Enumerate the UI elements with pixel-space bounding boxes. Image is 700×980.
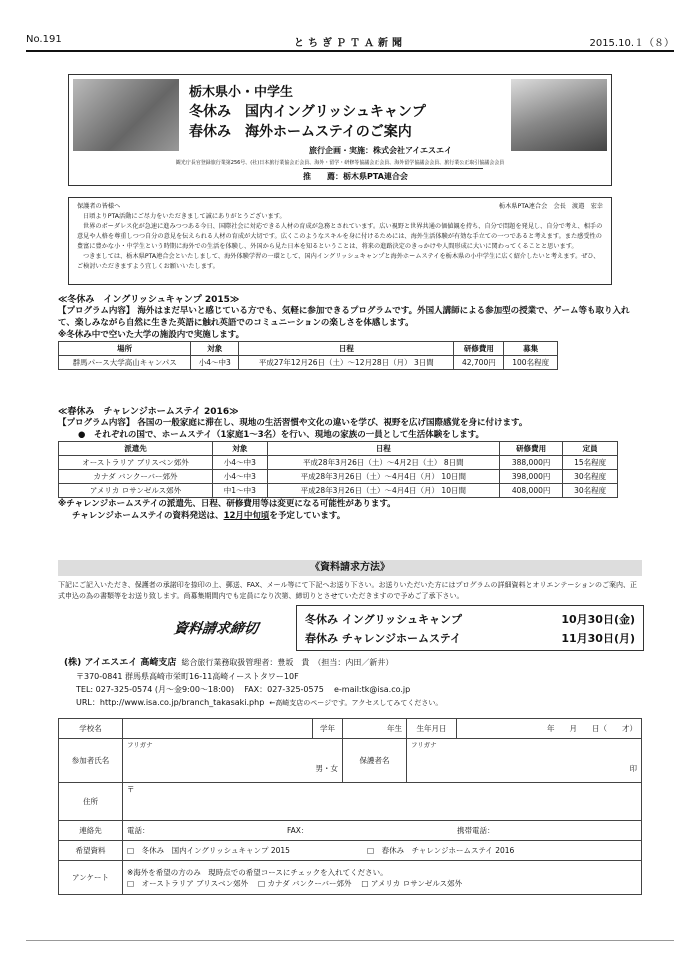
deadline-spring-date: 11月30日(月) — [561, 632, 635, 645]
recommend-divider — [303, 168, 483, 169]
newspaper-title: とちぎＰＴＡ新聞 — [294, 38, 406, 49]
table-header: 対象 — [212, 442, 267, 456]
spring-table — [58, 441, 618, 498]
fax-label: FAX： — [287, 826, 309, 835]
bottom-rule — [26, 940, 674, 941]
header-divider — [26, 50, 674, 52]
contact-block — [64, 656, 644, 710]
spring-title: ≪春休み チャレンジホームステイ 2016≫ — [58, 407, 239, 417]
issue-number: No.191 — [26, 34, 62, 45]
deadline-box — [296, 605, 644, 651]
request-form — [58, 718, 642, 895]
survey-label: アンケート — [59, 861, 123, 895]
deadline-winter-name: 冬休み イングリッシュキャンプ — [305, 613, 462, 626]
gender-option[interactable]: 男・女 — [315, 764, 338, 773]
table-header: 対象 — [191, 342, 239, 356]
survey-options[interactable]: □ オーストラリア ブリスベン郊外 □ カナダ バンクーバー郊外 □ アメリカ ロサンゼルス郊外 — [127, 878, 463, 888]
table-row: アメリカ ロサンゼルス郊外 中1～中3 平成28年3月26日（土）～4月4日（月） 10日間 408,000円 30名程度 — [59, 484, 618, 498]
participant-label: 参加者氏名 — [59, 739, 123, 783]
winter-table — [58, 341, 558, 370]
newspaper-header — [26, 34, 674, 48]
recommend-value: ：栃木県PTA連合会 — [335, 172, 408, 181]
postal-mark: 〒 — [127, 785, 135, 794]
survey-question: ※海外を希望の方のみ 現時点での希望コースにチェックを入れてください。 — [127, 867, 388, 877]
table-header: 定員 — [563, 442, 618, 456]
shipping-note: チャレンジホームステイの資料発送は、12月中旬頃を予定しています。 — [72, 511, 346, 521]
contact-field[interactable] — [123, 821, 642, 841]
recommend-label: 推 薦 — [303, 172, 335, 181]
table-row: オーストラリア ブリスベン郊外 小4～中3 平成28年3月26日（土）～4月2日（土） 8日間 388,000円 15名程度 — [59, 456, 618, 470]
spring-content: 【プログラム内容】 各国の一般家庭に滞在し、現地の生活習慣や文化の違いを学び、視野を広げ国際感覚を身に付けます。 — [58, 418, 528, 428]
classroom-photo — [511, 79, 607, 151]
contact-label: 連絡先 — [59, 821, 123, 841]
seal-mark: 印 — [629, 764, 637, 773]
organizer-label: 旅行企画・実施 — [309, 146, 365, 155]
banner-line-3: 春休み 海外ホームステイのご案内 — [189, 124, 412, 140]
banner-line-2: 冬休み 国内イングリッシュキャンプ — [189, 104, 426, 120]
spring-note: ※チャレンジホームステイの派遣先、日程、研修費用等は変更になる可能性があります。 — [58, 499, 396, 509]
request-options — [123, 841, 642, 861]
school-field[interactable] — [123, 719, 313, 739]
survey-field — [123, 861, 642, 895]
greeting-signature: 栃木県PTA連合会 会長 渡邉 宏幸 — [498, 203, 603, 210]
table-header: 場所 — [59, 342, 191, 356]
winter-note: ※冬休み中で空いた大学の施設内で実施します。 — [58, 330, 245, 340]
school-label: 学校名 — [59, 719, 123, 739]
group-photo — [73, 79, 179, 151]
manager-info: 総合旅行業務取扱管理者：豊坂 貴 （担当：内田／新井） — [181, 658, 394, 667]
spring-bullet: ● それぞれの国で、ホームステイ（1家庭1～3名）を行い、現地の家族の一員として生活体験をします。 — [78, 430, 485, 440]
birth-label: 生年月日 — [407, 719, 457, 739]
request-label: 希望資料 — [59, 841, 123, 861]
grade-field[interactable]: 年生 — [343, 719, 407, 739]
table-row: 群馬パース大学高山キャンパス 小4～中3 平成27年12月26日（土）～12月28日（月） 3日間 42,700円 100名程度 — [59, 356, 558, 370]
table-header: 日程 — [267, 442, 499, 456]
table-header: 日程 — [239, 342, 454, 356]
company-tel: TEL: 027-325-0574 (月～金9:00～18:00) — [76, 685, 235, 694]
deadline-label: 資料請求締切 — [172, 621, 259, 637]
request-method-text: 下記にご記入いただき、保護者の承諾印を捺印の上、郵送、FAX、メール等にて下記へお送り下さい。お送りいただいた方にはプログラムの詳細資料とオリエンテーションのご案内、正式申込の為の書類等をお送り致します。尚募集期間内でも定員になり次第、締切りとさせていただきますので予めご了承下さい。 — [58, 581, 638, 600]
guardian-field[interactable] — [407, 739, 642, 783]
address-field[interactable] — [123, 783, 642, 821]
table-header: 研修費用 — [454, 342, 504, 356]
banner-line-1: 栃木県小・中学生 — [189, 85, 294, 100]
birth-field[interactable]: 年 月 日（ 才） — [457, 719, 642, 739]
participant-furigana: フリガナ — [127, 741, 153, 749]
recommend-line — [303, 171, 408, 182]
address-label: 住所 — [59, 783, 123, 821]
phone-label: 電話： — [127, 826, 150, 835]
winter-section — [58, 292, 642, 370]
option-spring-checkbox[interactable]: □ 春休み チャレンジホームステイ 2016 — [367, 846, 515, 855]
company-url[interactable]: URL：http://www.isa.co.jp/branch_takasaki.php — [76, 698, 265, 707]
request-form-table — [58, 718, 642, 895]
greeting-paragraph: 世界のボーダレス化が急速に進みつつある今日、国際社会に対応できる人材の育成が急務とされています。広い視野と世界共通の価値観を持ち、自分で問題を発見し、自分で考え、相手の意見や人格を尊重しつつ自分の意見を伝えられる人材の育成が大切です。広くこのようなスキルを身に付けるためには、海外生活体験が有効な手立ての一つであると考えます。また感受性の豊富に豊かな小・中学生という時期に海外での生活を体験し、外国から見た日本を知るということは、将来の進路決定のきっかけや人間形成に大いに関わってくることと思います。 — [77, 223, 603, 250]
deadline-spring-name: 春休み チャレンジホームステイ — [305, 632, 461, 645]
organizer-line — [309, 145, 452, 156]
greeting-box — [68, 197, 612, 285]
mobile-label: 携帯電話： — [457, 826, 495, 835]
organizer-value: ：株式会社アイエスエイ — [365, 146, 452, 155]
table-row: カナダ バンクーバー郊外 小4～中3 平成28年3月26日（土）～4月4日（月） 10日間 398,000円 30名程度 — [59, 470, 618, 484]
guardian-furigana: フリガナ — [411, 741, 437, 749]
url-note: ←高崎支店のページです。アクセスしてみてください。 — [269, 699, 443, 707]
deadline-winter-date: 10月30日(金) — [561, 613, 635, 626]
guardian-label: 保護者名 — [343, 739, 407, 783]
company-email[interactable]: e-mail:tk@isa.co.jp — [333, 685, 411, 694]
company-address: 〒370-0841 群馬県高崎市栄町16-11高崎イーストタワー10F — [76, 672, 299, 681]
shipping-date: 12月中旬頃 — [223, 511, 270, 521]
registration-note: 観光庁長官登録旅行業第256号、(社)日本旅行業協会正会員、海外・留学・研修等協議会正会員、海外留学協議会会員、旅行業公正取引協議会会員 — [175, 160, 505, 166]
option-winter-checkbox[interactable]: □ 冬休み 国内イングリッシュキャンプ 2015 — [127, 846, 290, 855]
company-fax: FAX：027-325-0575 — [244, 685, 324, 694]
spring-section — [58, 404, 642, 522]
greeting-paragraph: 日頃よりPTA活動にご尽力をいただきまして誠にありがとうございます。 — [83, 213, 286, 220]
table-header: 派遣先 — [59, 442, 213, 456]
program-banner — [68, 74, 612, 186]
table-header: 研修費用 — [499, 442, 562, 456]
participant-field[interactable] — [123, 739, 343, 783]
issue-date: 2015.10.１（８） — [589, 38, 674, 49]
table-header: 募集 — [504, 342, 558, 356]
winter-content: 【プログラム内容】 海外はまだ早いと感じている方でも、気軽に参加できるプログラムです。外国人講師による参加型の授業で、ゲーム等も取り入れて、楽しみながら自然に生きた英語に触れ英語でのコミュニーションの楽しさを体感します。 — [58, 306, 630, 328]
winter-title: ≪冬休み イングリッシュキャンプ 2015≫ — [58, 295, 240, 305]
company-name: (株) アイエスエイ 高崎支店 — [64, 658, 177, 668]
greeting-salutation: 保護者の皆様へ — [77, 203, 121, 210]
grade-label: 学年 — [313, 719, 343, 739]
request-method-title: 《資料請求方法》 — [58, 560, 642, 576]
greeting-paragraph: つきましては、栃木県PTA連合会といたしまして、海外体験学習の一環として、国内イングリッシュキャンプと海外ホームステイを栃木県の小中学生に広く紹介したいと考えます。ぜひ、ご検討いただきますよう宜しくお願いいたします。 — [77, 253, 600, 270]
